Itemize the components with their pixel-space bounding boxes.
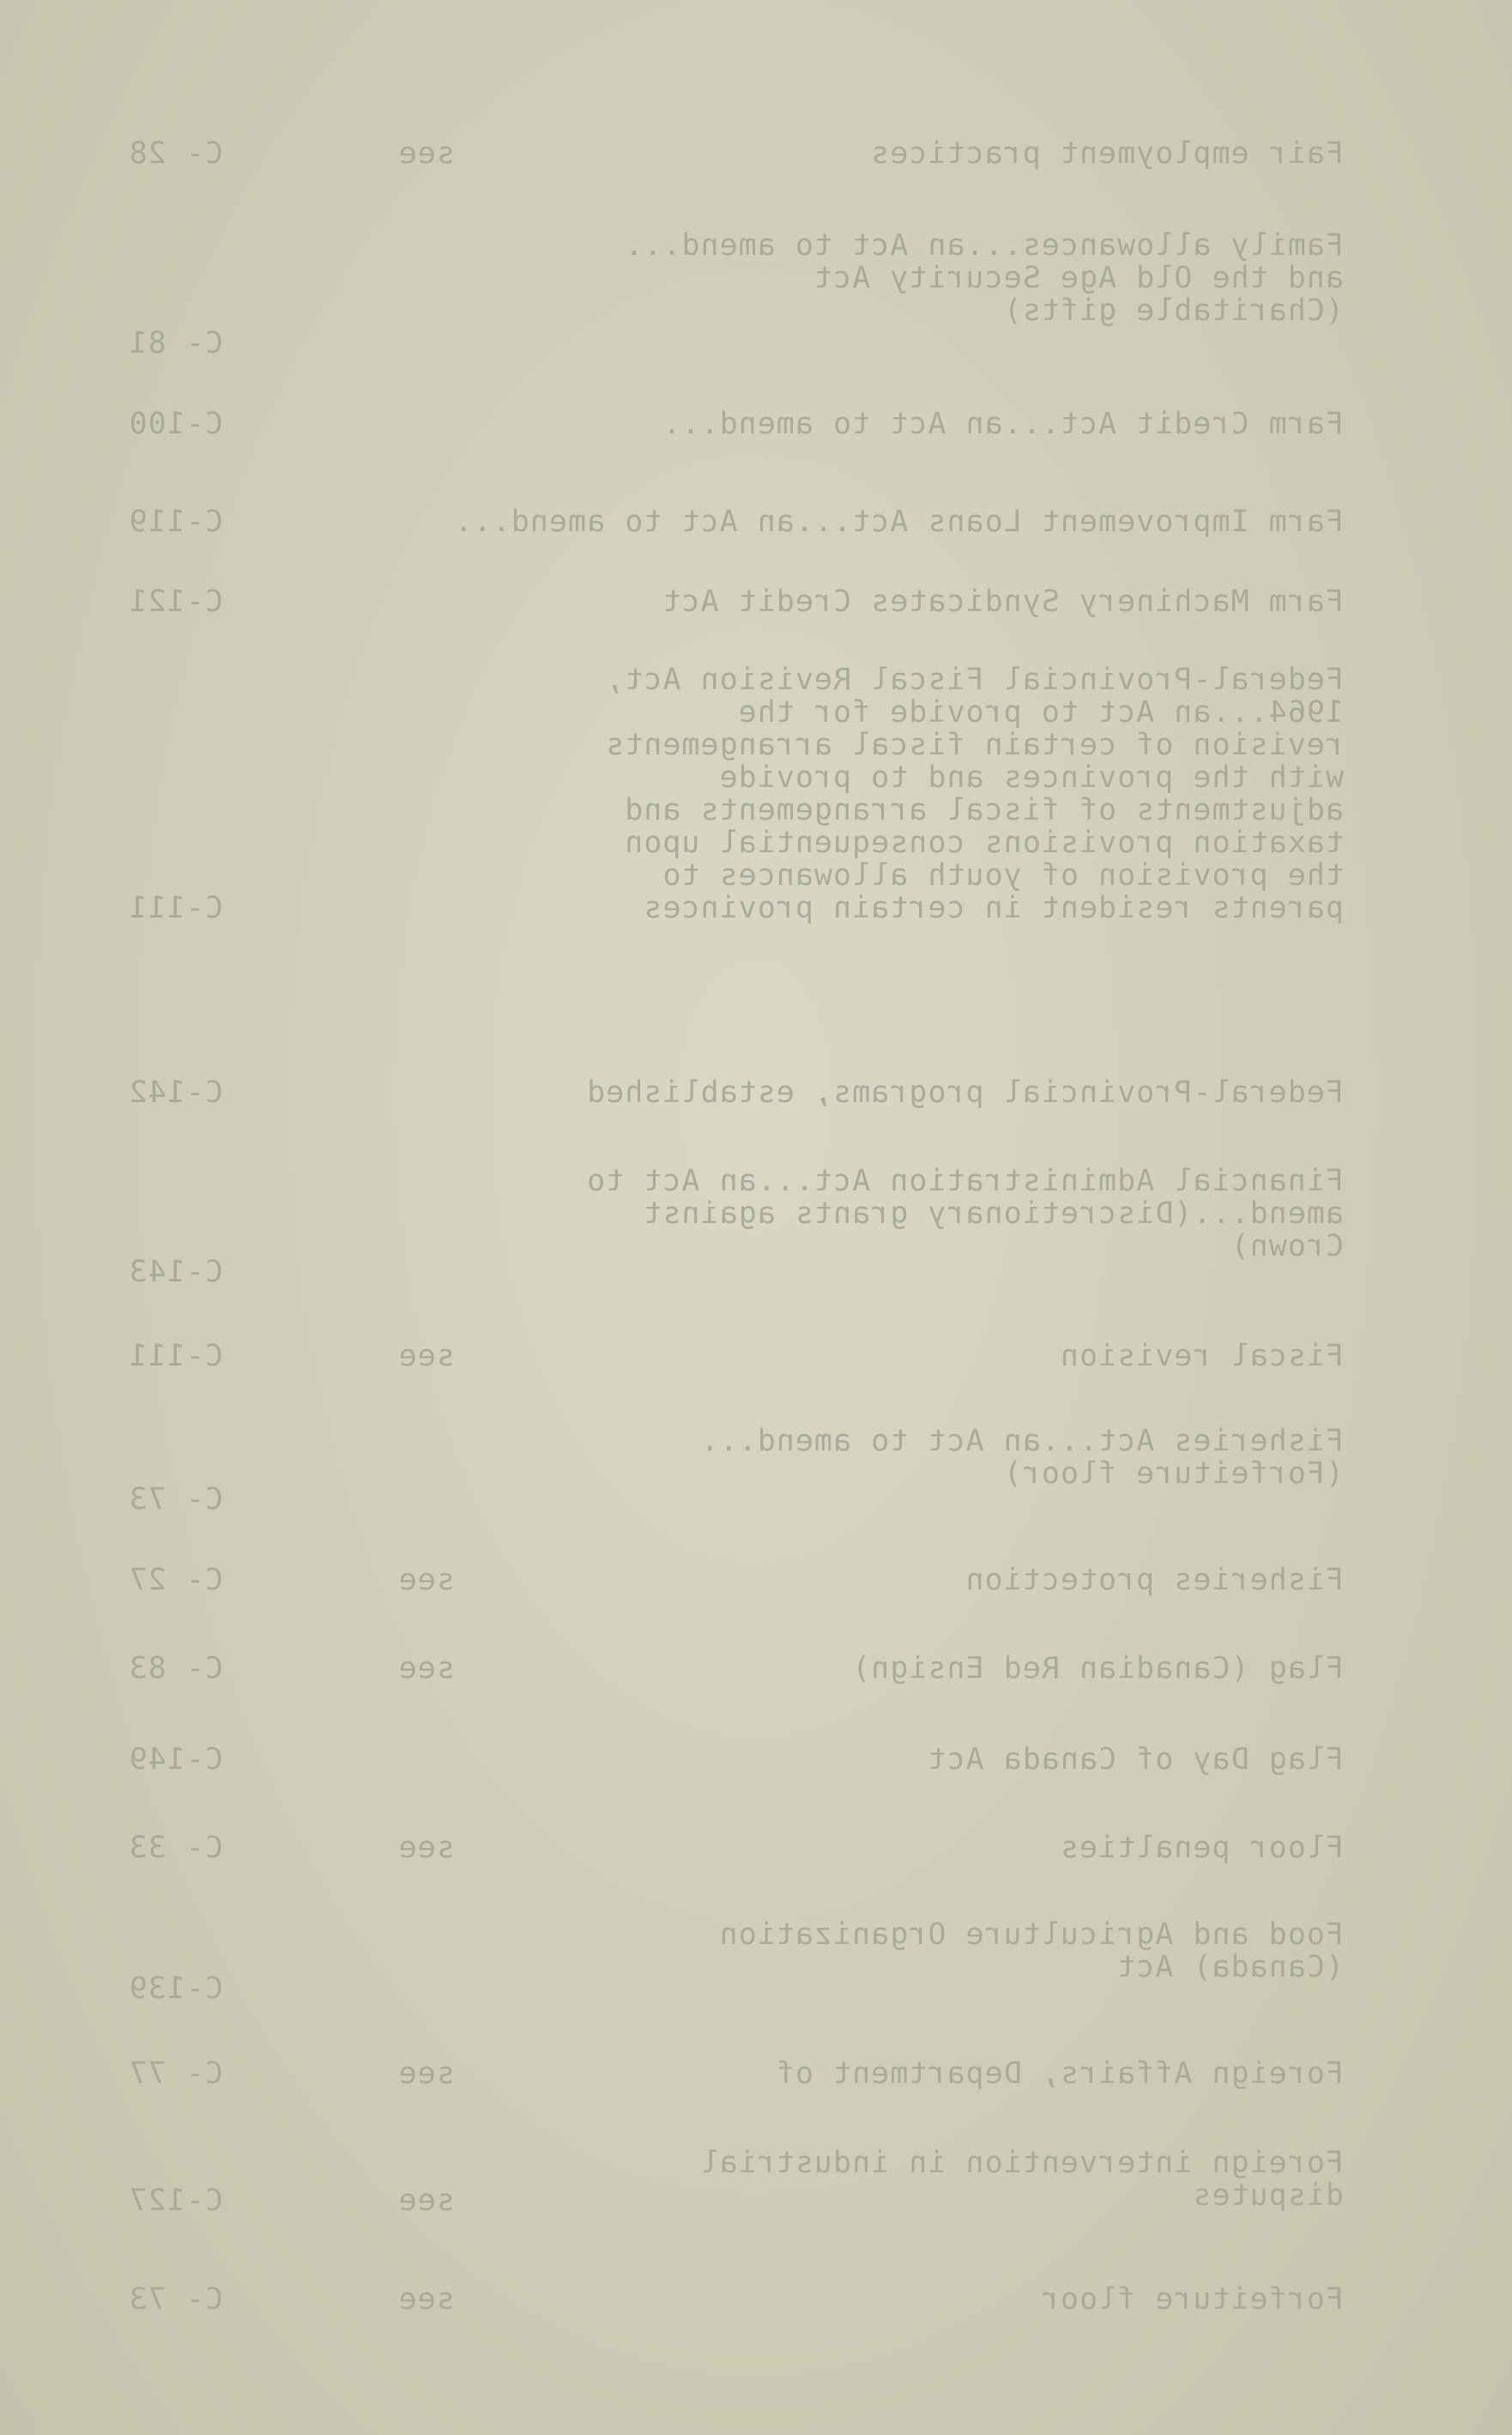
entry-title-line: and the Old Age Security Act (813, 261, 1344, 295)
entry-title-line: (Canada) Act (1116, 1950, 1344, 1984)
entry-title-line: 1964...an Act to provide for the (737, 695, 1344, 730)
bill-number: C-127 (128, 2184, 223, 2218)
entry-title-line: revision of certain fiscal arrangements (605, 728, 1344, 762)
see-reference: see (397, 1339, 455, 1373)
bill-number: C-100 (128, 407, 223, 441)
entry-title-line: Fair employment practices (870, 136, 1344, 171)
entry-title-line: amend...(Discretionary grants against (643, 1196, 1344, 1231)
entry-title-line: Crown) (1230, 1229, 1344, 1263)
see-reference: see (397, 1831, 455, 1865)
entry-title-line: Family allowances...an Act to amend... (624, 228, 1344, 263)
bill-number: C-149 (128, 1742, 223, 1777)
entry-title-line: adjustments of fiscal arrangements and (624, 793, 1344, 827)
bill-number: C-111 (128, 1339, 223, 1373)
entry-title-line: (Forfeiture floor) (1002, 1457, 1344, 1491)
entry-title-line: (Charitable gifts) (1002, 294, 1344, 328)
see-reference: see (397, 2184, 455, 2218)
bill-number: C- 73 (128, 1482, 223, 1517)
bill-number: C- 27 (128, 1563, 223, 1597)
bill-number: C-111 (128, 891, 223, 925)
see-reference: see (397, 136, 455, 171)
entry-title-line: Flag Day of Canada Act (927, 1742, 1344, 1777)
entry-title-line: Fisheries Act...an Act to amend... (699, 1424, 1344, 1458)
see-reference: see (397, 2282, 455, 2317)
entry-title-line: Foreign Affairs, Department of (775, 2056, 1344, 2091)
bill-number: C- 73 (128, 2282, 223, 2317)
entry-title-line: Food and Agriculture Organization (718, 1917, 1344, 1952)
bill-number: C- 28 (128, 136, 223, 171)
entry-title-line: Farm Machinery Syndicates Credit Act (662, 585, 1344, 619)
entry-title-line: Forfeiture floor (1040, 2282, 1344, 2317)
entry-title-line: Foreign intervention in industrial (699, 2146, 1344, 2180)
bill-number: C- 83 (128, 1651, 223, 1686)
see-reference: see (397, 2056, 455, 2091)
entry-title-line: disputes (1192, 2178, 1344, 2213)
bill-number: C-143 (128, 1255, 223, 1289)
bill-number: C-139 (128, 1972, 223, 2006)
entry-title-line: with the provinces and to provide (718, 760, 1344, 795)
entry-title-line: Flag (Canadian Red Ensign) (851, 1651, 1344, 1686)
entry-title-line: Financial Administration Act...an Act to (586, 1164, 1344, 1198)
entry-title-line: Fisheries protection (965, 1563, 1344, 1597)
see-reference: see (397, 1563, 455, 1597)
entry-title-line: the provision of youth allowances to (662, 858, 1344, 893)
bill-number: C- 33 (128, 1831, 223, 1865)
entry-title-line: Farm Improvement Loans Act...an Act to amend... (453, 505, 1344, 539)
bill-number: C-142 (128, 1075, 223, 1110)
bill-number: C-121 (128, 585, 223, 619)
entry-title-line: Farm Credit Act...an Act to amend... (662, 407, 1344, 441)
entry-title-line: Federal-Provincial Fiscal Revision Act, (605, 663, 1344, 697)
bill-number: C- 77 (128, 2056, 223, 2091)
entry-title-line: Federal-Provincial programs, established (586, 1075, 1344, 1110)
bill-number: C- 81 (128, 326, 223, 360)
see-reference: see (397, 1651, 455, 1686)
entry-title-line: parents resident in certain provinces (643, 891, 1344, 925)
entry-title-line: taxation provisions consequential upon (624, 826, 1344, 860)
entry-title-line: Floor penalties (1059, 1831, 1344, 1865)
bill-number: C-119 (128, 505, 223, 539)
entry-title-line: Fiscal revision (1059, 1339, 1344, 1373)
